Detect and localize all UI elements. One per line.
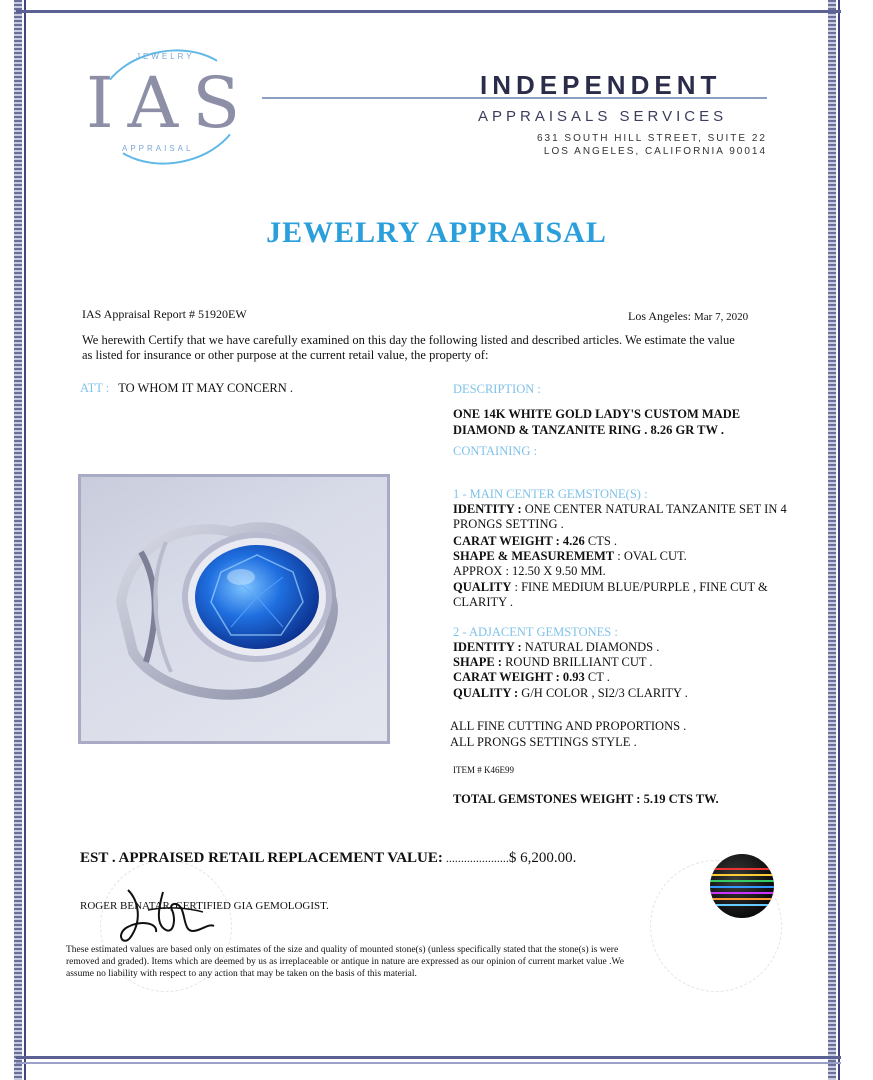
adjacent-carat bbox=[453, 670, 610, 685]
adjacent-gems-header: 2 - ADJACENT GEMSTONES : bbox=[453, 625, 618, 639]
notes-line-2: ALL PRONGS SETTINGS STYLE . bbox=[450, 735, 637, 749]
attention-value: TO WHOM IT MAY CONCERN . bbox=[118, 381, 293, 395]
report-number-label: IAS Appraisal Report bbox=[82, 307, 186, 321]
adjacent-carat-value: CT . bbox=[584, 670, 610, 684]
disclaimer-line-3: assume no liability with respect to any action that may be taken on the basis of this material. bbox=[66, 969, 417, 979]
main-gem-header: 1 - MAIN CENTER GEMSTONE(S) : bbox=[453, 487, 648, 501]
location-label: Los Angeles: bbox=[628, 309, 691, 323]
document-title: JEWELRY APPRAISAL bbox=[266, 216, 607, 249]
description-line-2: DIAMOND & TANZANITE RING . 8.26 GR TW . bbox=[453, 423, 724, 437]
attention bbox=[80, 381, 293, 396]
description-line-1: ONE 14K WHITE GOLD LADY'S CUSTOM MADE bbox=[453, 407, 741, 421]
address-line-2: LOS ANGELES, CALIFORNIA 90014 bbox=[543, 146, 767, 157]
intro-line-1: We herewith Certify that we have carefully examined on this day the following listed and described articles. We estimate the value bbox=[82, 333, 735, 347]
main-gem-shape-label: SHAPE & MEASUREMEMT bbox=[453, 549, 615, 563]
hologram-seal-icon bbox=[710, 854, 774, 918]
company-subtitle: APPRAISALS SERVICES bbox=[478, 108, 728, 125]
main-gem-shape bbox=[453, 549, 687, 564]
main-gem-carat-value: CTS . bbox=[584, 534, 618, 548]
ring-illustration bbox=[81, 477, 387, 741]
main-gem-identity bbox=[453, 502, 787, 517]
adjacent-identity bbox=[453, 640, 659, 655]
main-gem-carat-label: CARAT WEIGHT : 4.26 bbox=[453, 534, 585, 548]
bottom-border bbox=[16, 1056, 841, 1059]
top-border bbox=[16, 10, 841, 13]
adjacent-quality-value: G/H COLOR , SI2/3 CLARITY . bbox=[518, 686, 688, 700]
containing-label: CONTAINING : bbox=[453, 444, 538, 458]
bottom-border-inner bbox=[16, 1062, 841, 1064]
report-date: Mar 7, 2020 bbox=[694, 311, 749, 323]
adjacent-quality-label: QUALITY : bbox=[453, 686, 519, 700]
right-border-band bbox=[828, 0, 836, 1080]
company-address bbox=[480, 132, 767, 158]
appraised-value bbox=[80, 850, 576, 867]
adjacent-quality bbox=[453, 686, 688, 701]
main-gem-approx: APPROX : 12.50 X 9.50 MM. bbox=[453, 564, 606, 578]
adjacent-shape bbox=[453, 655, 653, 670]
logo-ring-top-text: JEWELRY bbox=[136, 52, 195, 61]
logo-letters: IAS bbox=[86, 62, 255, 144]
disclaimer bbox=[66, 944, 624, 980]
address-line-1: 631 SOUTH HILL STREET, SUITE 22 bbox=[536, 133, 767, 144]
disclaimer-line-1: These estimated values are based only on estimates of the size and quality of mounted stone(s) (unless specifically stated that the stone(s) is were bbox=[66, 945, 619, 955]
signatory: ROGER BENATAR, CERTIFIED GIA GEMOLOGIST. bbox=[80, 900, 329, 912]
report-number bbox=[82, 307, 247, 322]
adjacent-identity-value: NATURAL DIAMONDS . bbox=[521, 640, 660, 654]
main-gem-carat bbox=[453, 534, 617, 549]
main-gem-quality-cont: CLARITY . bbox=[453, 595, 513, 609]
main-gem-identity-value: ONE CENTER NATURAL TANZANITE SET IN 4 bbox=[521, 502, 787, 516]
left-border-band bbox=[14, 0, 22, 1080]
report-number-value: # 51920EW bbox=[189, 307, 247, 321]
ring-photo bbox=[78, 474, 390, 744]
logo-ring-bottom-text: APPRAISAL bbox=[122, 144, 194, 153]
main-gem-quality bbox=[453, 580, 768, 595]
adjacent-shape-value: ROUND BRILLIANT CUT . bbox=[501, 655, 653, 669]
notes-line-1: ALL FINE CUTTING AND PROPORTIONS . bbox=[450, 719, 687, 733]
signature-icon bbox=[108, 880, 218, 950]
item-number: ITEM # K46E99 bbox=[453, 765, 514, 775]
adjacent-shape-label: SHAPE : bbox=[453, 655, 502, 669]
company-name: INDEPENDENT bbox=[480, 70, 722, 100]
appraised-value-dots: ..................... bbox=[442, 851, 509, 865]
attention-label: ATT : bbox=[80, 381, 110, 395]
right-inner-border bbox=[838, 0, 840, 1080]
main-gem-identity-label: IDENTITY : bbox=[453, 502, 522, 516]
main-gem-identity-cont: PRONGS SETTING . bbox=[453, 517, 564, 531]
main-gem-quality-label: QUALITY bbox=[453, 580, 512, 594]
appraised-value-amount: $ 6,200.00. bbox=[508, 850, 577, 866]
description-label: DESCRIPTION : bbox=[453, 382, 541, 396]
adjacent-carat-label: CARAT WEIGHT : 0.93 bbox=[453, 670, 585, 684]
disclaimer-line-2: removed and graded). Items which are deemed by us as irreplaceable or antique in nature are expressed as our opinion of current market value .We bbox=[66, 957, 624, 967]
main-gem-quality-value: : FINE MEDIUM BLUE/PURPLE , FINE CUT & bbox=[511, 580, 768, 594]
main-gem-shape-value: : OVAL CUT. bbox=[614, 549, 687, 563]
left-inner-border bbox=[24, 0, 26, 1080]
report-location-date bbox=[628, 309, 748, 324]
intro-line-2: as listed for insurance or other purpose at the current retail value, the property of: bbox=[82, 348, 489, 362]
adjacent-identity-label: IDENTITY : bbox=[453, 640, 522, 654]
appraised-value-label: EST . APPRAISED RETAIL REPLACEMENT VALUE: bbox=[80, 850, 443, 866]
total-gemstones-weight: TOTAL GEMSTONES WEIGHT : 5.19 CTS TW. bbox=[453, 792, 719, 806]
